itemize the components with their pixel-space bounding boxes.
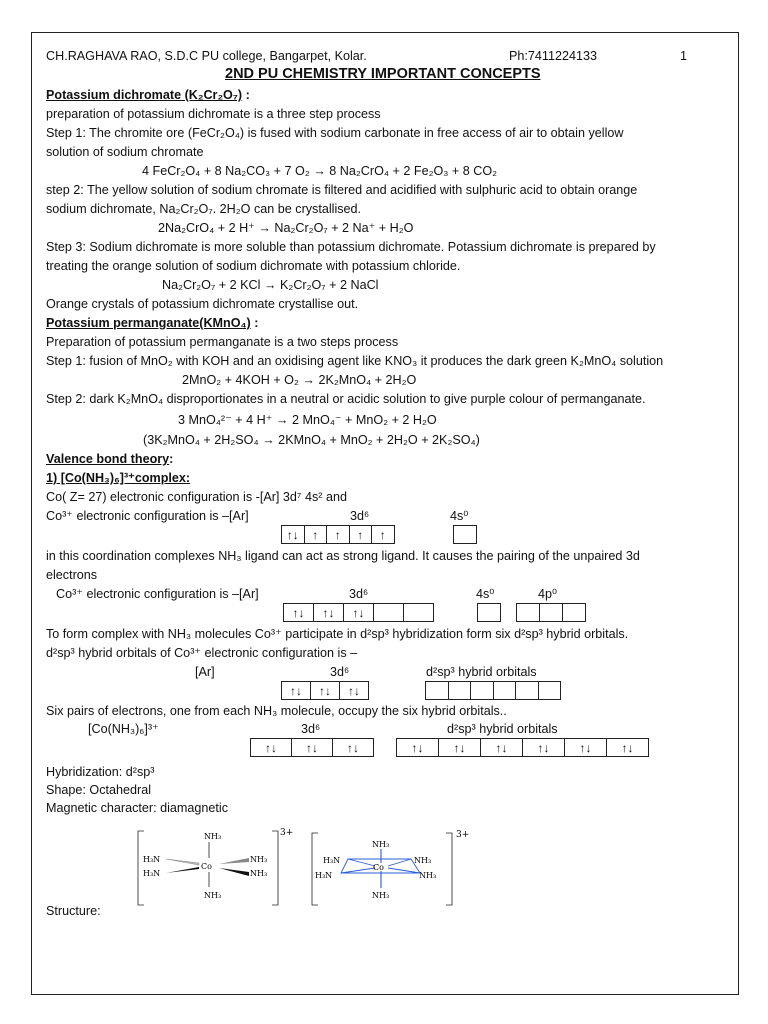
- wedge-bond: [166, 859, 199, 865]
- equation: 2Na₂CrO₄ + 2 H⁺ → Na₂Cr₂O₇ + 2 Na⁺ + H₂O: [158, 221, 414, 235]
- ligand-text: in this coordination complexes NH₃ ligand can act as strong ligand. It causes the pairing of the unpaired 3d: [46, 549, 640, 563]
- center-atom-label: Co: [201, 862, 212, 871]
- ligand-label: NH₃: [414, 856, 432, 865]
- orbital-box: ↑↓: [283, 603, 314, 622]
- orbital-box-row-3d: [283, 603, 434, 622]
- orbital-label-3d: 3d⁶: [301, 722, 321, 736]
- wedge-bond: [166, 867, 199, 873]
- center-atom-label: Co: [373, 863, 384, 872]
- bond-line: [341, 868, 375, 873]
- orbital-box: ↑↓: [396, 738, 439, 757]
- orbital-box: [425, 681, 449, 700]
- equation: 4 FeCr₂O₄ + 8 Na₂CO₃ + 7 O₂ → 8 Na₂CrO₄ + 2 Fe₂O₃ + 8 CO₂: [142, 164, 498, 178]
- orbital-box: [448, 681, 472, 700]
- orbital-box-row-hybrid: [425, 681, 561, 700]
- orbital-box: [403, 603, 434, 622]
- bond-line: [388, 859, 411, 866]
- orbital-box: [539, 603, 563, 622]
- orbital-box: [477, 603, 501, 622]
- bond-line: [388, 868, 420, 873]
- bond-line: [348, 859, 375, 866]
- orbital-box: ↑↓: [281, 525, 305, 544]
- permanganate-heading: Potassium permanganate(KMnO₄) :: [46, 316, 259, 330]
- ligand-label: NH₃: [372, 840, 390, 849]
- equation: Na₂Cr₂O₇ + 2 KCl → K₂Cr₂O₇ + 2 NaCl: [162, 278, 379, 292]
- octahedral-structure-diagram: [135, 825, 475, 910]
- co3-config: Co³⁺ electronic configuration is –[Ar]: [46, 509, 249, 523]
- bracket-left: [312, 833, 318, 905]
- orbital-box: ↑↓: [438, 738, 481, 757]
- orbital-box: ↑↓: [313, 603, 344, 622]
- orbital-box: ↑: [371, 525, 395, 544]
- orbital-label-3d: 3d⁶: [350, 509, 370, 523]
- dichromate-step2: step 2: The yellow solution of sodium chromate is filtered and acidified with sulphuric acid to obtain orange: [46, 183, 638, 197]
- orbital-box: [515, 681, 539, 700]
- orbital-box: ↑↓: [343, 603, 374, 622]
- shape-summary: Shape: Octahedral: [46, 783, 152, 797]
- ligand-label: NH₃: [204, 891, 222, 900]
- ligand-label: H₃N: [143, 869, 161, 878]
- orbital-box-row-4s: [477, 603, 501, 622]
- orbital-box: ↑: [326, 525, 350, 544]
- orbital-box: [470, 681, 494, 700]
- orbital-label-4p: 4p⁰: [538, 587, 558, 601]
- charge-label: 3+: [456, 830, 470, 840]
- orbital-box-row-4s: [453, 525, 477, 544]
- dichromate-step1: Step 1: The chromite ore (FeCr₂O₄) is fused with sodium carbonate in free access of air to obtain yellow: [46, 126, 624, 140]
- orbital-box: ↑↓: [332, 738, 374, 757]
- dichromate-intro: preparation of potassium dichromate is a three step process: [46, 107, 381, 121]
- dichromate-step2-cont: sodium dichromate, Na₂Cr₂O₇. 2H₂O can be crystallised.: [46, 202, 362, 216]
- orbital-label-hybrid: d²sp³ hybrid orbitals: [426, 665, 537, 679]
- ligand-label: NH₃: [250, 869, 268, 878]
- ligand-label: H₃N: [323, 856, 341, 865]
- orbital-box: [453, 525, 477, 544]
- orbital-box: ↑↓: [480, 738, 523, 757]
- equation: 2MnO₂ + 4KOH + O₂ → 2K₂MnO₄ + 2H₂O: [182, 373, 417, 387]
- equation: 3 MnO₄²⁻ + 4 H⁺ → 2 MnO₄⁻ + MnO₂ + 2 H₂O: [178, 413, 437, 427]
- orbital-box: ↑↓: [606, 738, 649, 757]
- complex-name: [Co(NH₃)₆]³⁺: [88, 722, 159, 736]
- orbital-box: [562, 603, 586, 622]
- bracket-right: [446, 833, 452, 905]
- magnetic-summary: Magnetic character: diamagnetic: [46, 801, 229, 815]
- ligand-text-cont: electrons: [46, 568, 98, 582]
- orbital-label-4s: 4s⁰: [450, 509, 469, 523]
- orbital-box: ↑↓: [522, 738, 565, 757]
- permanganate-intro: Preparation of potassium permanganate is a two steps process: [46, 335, 399, 349]
- orbital-box: ↑↓: [310, 681, 340, 700]
- orbital-box: ↑: [304, 525, 328, 544]
- page-number: 1: [680, 49, 688, 63]
- orbital-box-row-3d: [281, 525, 395, 544]
- dichromate-outro: Orange crystals of potassium dichromate crystallise out.: [46, 297, 359, 311]
- complex-heading: 1) [Co(NH₃)₆]³⁺complex:: [46, 471, 191, 485]
- hybridization-text: To form complex with NH₃ molecules Co³⁺ participate in d²sp³ hybridization form six d²sp³ hybrid orbitals.: [46, 627, 629, 641]
- orbital-box-row-hybrid: [396, 738, 649, 757]
- header-phone: Ph:7411224133: [509, 49, 598, 63]
- orbital-box: [516, 603, 540, 622]
- structure-label: Structure:: [46, 904, 101, 918]
- ligand-label: NH₃: [372, 891, 390, 900]
- ligand-label: H₃N: [315, 871, 333, 880]
- orbital-label-3d: 3d⁶: [349, 587, 369, 601]
- orbital-box-row-4p: [516, 603, 586, 622]
- orbital-box: ↑↓: [291, 738, 333, 757]
- dichromate-step3-cont: treating the orange solution of sodium dichromate with potassium chloride.: [46, 259, 461, 273]
- orbital-box: ↑↓: [339, 681, 369, 700]
- orbital-box: [373, 603, 404, 622]
- orbital-box: ↑↓: [564, 738, 607, 757]
- hybridization-text-cont: d²sp³ hybrid orbitals of Co³⁺ electronic configuration is –: [46, 646, 358, 660]
- orbital-label-4s: 4s⁰: [476, 587, 495, 601]
- ligand-label: NH₃: [250, 855, 268, 864]
- six-pairs-text: Six pairs of electrons, one from each NH₃ molecule, occupy the six hybrid orbitals..: [46, 704, 507, 718]
- ligand-label: NH₃: [204, 832, 222, 841]
- dichromate-step3: Step 3: Sodium dichromate is more soluble than potassium dichromate. Potassium dichromate is prepared by: [46, 240, 656, 254]
- orbital-label-3d: 3d⁶: [330, 665, 350, 679]
- permanganate-step1: Step 1: fusion of MnO₂ with KOH and an oxidising agent like KNO₃ it produces the dark green K₂MnO₄ solution: [46, 354, 664, 368]
- orbital-label-hybrid: d²sp³ hybrid orbitals: [447, 722, 558, 736]
- header-author: CH.RAGHAVA RAO, S.D.C PU college, Bangarpet, Kolar.: [46, 49, 367, 63]
- equation: (3K₂MnO₄ + 2H₂SO₄ → 2KMnO₄ + MnO₂ + 2H₂O + 2K₂SO₄): [143, 433, 480, 447]
- ar-core-label: [Ar]: [195, 665, 215, 679]
- page-title: 2ND PU CHEMISTRY IMPORTANT CONCEPTS: [225, 66, 541, 82]
- dichromate-heading: Potassium dichromate (K₂Cr₂O₇) :: [46, 88, 250, 102]
- orbital-box: ↑↓: [250, 738, 292, 757]
- wedge-bond: [219, 868, 249, 876]
- orbital-box: ↑: [349, 525, 373, 544]
- orbital-box-row-3d: [281, 681, 369, 700]
- orbital-box-row-3d: [250, 738, 374, 757]
- orbital-box: ↑↓: [281, 681, 311, 700]
- co-config: Co( Z= 27) electronic configuration is -[Ar] 3d⁷ 4s² and: [46, 490, 347, 504]
- vbt-heading: Valence bond theory:: [46, 452, 174, 466]
- bracket-right: [272, 831, 278, 905]
- orbital-box: [493, 681, 517, 700]
- co3-config-paired: Co³⁺ electronic configuration is –[Ar]: [56, 587, 259, 601]
- wedge-bond: [219, 858, 249, 864]
- ligand-label: H₃N: [143, 855, 161, 864]
- hybridization-summary: Hybridization: d²sp³: [46, 765, 155, 779]
- charge-label: 3+: [280, 828, 294, 838]
- orbital-box: [538, 681, 562, 700]
- ligand-label: NH₃: [419, 871, 437, 880]
- permanganate-step2: Step 2: dark K₂MnO₄ disproportionates in a neutral or acidic solution to give purple colour of permanganate.: [46, 392, 646, 406]
- dichromate-step1-cont: solution of sodium chromate: [46, 145, 204, 159]
- bracket-left: [138, 831, 144, 905]
